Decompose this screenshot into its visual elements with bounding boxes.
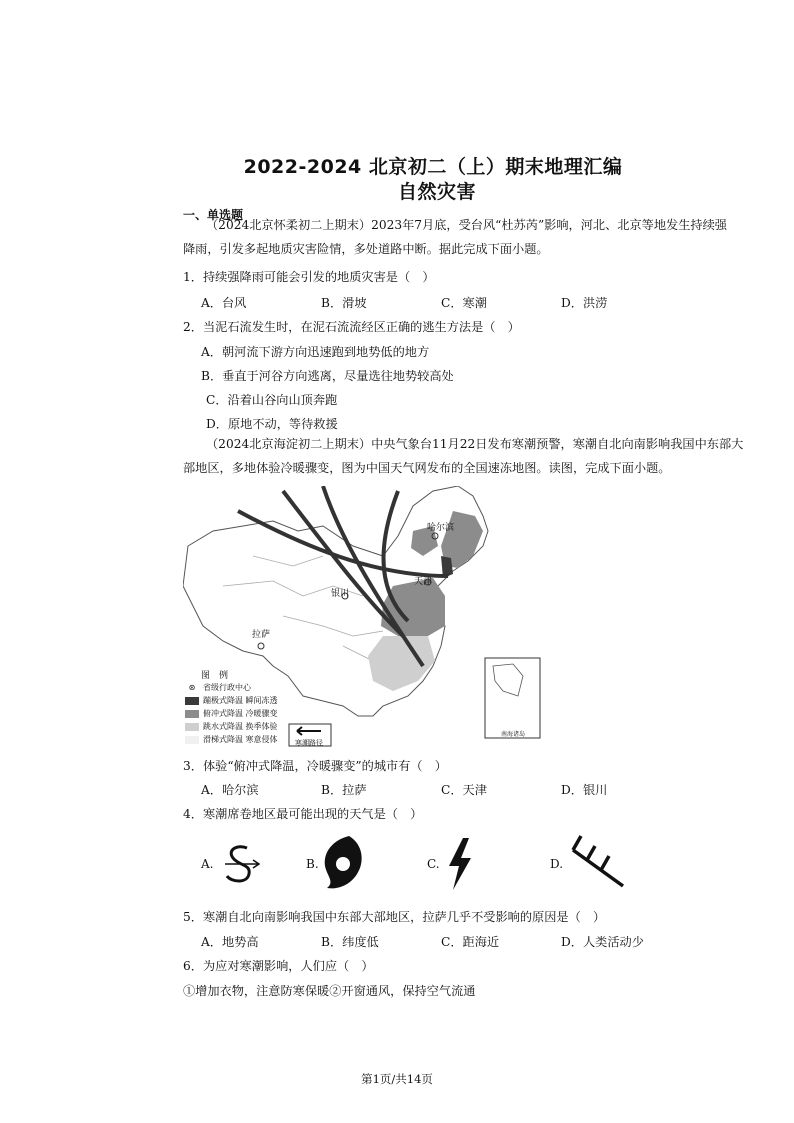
question-4-stem: 4．寒潮席卷地区最可能出现的天气是（ ） xyxy=(183,807,423,821)
question-3-stem: 3．体验“俯冲式降温，冷暖骤变”的城市有（ ） xyxy=(183,759,447,773)
question-4-options xyxy=(201,834,621,894)
document-subtitle: 自然灾害 xyxy=(397,181,476,203)
intro-paragraph-1-line-2: 降雨，引发多起地质灾害险情，多处道路中断。据此完成下面小题。 xyxy=(183,242,549,256)
city-label-yinchuan: 银川 xyxy=(331,589,350,599)
question-1-stem: 1．持续强降雨可能会引发的地质灾害是（ ） xyxy=(183,270,435,284)
map-legend xyxy=(185,668,295,746)
option-b[interactable]: B．纬度低 xyxy=(321,935,379,949)
legend-swatch xyxy=(185,736,199,744)
option-d[interactable]: D．人类活动少 xyxy=(561,935,644,949)
option-c[interactable]: C．寒潮 xyxy=(441,296,487,310)
sandstorm-icon xyxy=(219,840,269,890)
question-6-statements: ①增加衣物，注意防寒保暖②开窗通风，保持空气流通 xyxy=(183,984,476,998)
inset-label: 南海诸岛 xyxy=(501,731,526,738)
legend-item: 滑梯式降温 寒意侵体 xyxy=(185,733,295,746)
option-d[interactable]: D．原地不动，等待救援 xyxy=(206,417,338,431)
question-5-options xyxy=(201,933,681,950)
question-6-stem: 6．为应对寒潮影响，人们应（ ） xyxy=(183,959,374,973)
city-label-harbin: 哈尔滨 xyxy=(427,523,455,533)
option-c[interactable]: C. xyxy=(427,857,440,871)
thunderstorm-icon xyxy=(445,838,475,890)
wind-barb-icon xyxy=(567,834,627,894)
city-label-lhasa: 拉萨 xyxy=(252,630,271,640)
legend-item: 蹦极式降温 瞬间冻透 xyxy=(185,694,295,707)
option-c[interactable]: C．距海近 xyxy=(441,935,500,949)
option-d[interactable]: D．洪涝 xyxy=(561,296,608,310)
document-title: 2022-2024 北京初二（上）期末地理汇编 xyxy=(243,156,623,178)
legend-item: 俯冲式降温 冷暖骤变 xyxy=(185,707,295,720)
legend-swatch xyxy=(185,710,199,718)
intro-paragraph-2-line-1: （2024北京海淀初二上期末）中央气象台11月22日发布寒潮预警，寒潮自北向南影响我国中东部大 xyxy=(206,437,744,451)
option-a[interactable]: A．台风 xyxy=(201,296,247,310)
question-5-stem: 5．寒潮自北向南影响我国中东部大部地区，拉萨几乎不受影响的原因是（ ） xyxy=(183,910,606,924)
legend-swatch xyxy=(185,697,199,705)
question-1-options xyxy=(201,294,681,311)
legend-title: 图 例 xyxy=(201,671,229,681)
intro-paragraph-1-line-1: （2024北京怀柔初二上期末）2023年7月底，受台风“杜苏芮”影响，河北、北京等地发生持续强 xyxy=(206,218,727,232)
legend-item: ⊛ 省级行政中心 xyxy=(185,681,295,694)
option-b[interactable]: B．拉萨 xyxy=(321,783,367,797)
section-heading: 一、单选题 xyxy=(183,208,244,222)
page-footer: 第1页/共14页 xyxy=(361,1072,433,1086)
legend-item: 跳水式降温 换季体验 xyxy=(185,720,295,733)
question-2-stem: 2．当泥石流发生时，在泥石流流经区正确的逃生方法是（ ） xyxy=(183,320,520,334)
option-a[interactable]: A．朝河流下游方向迅速跑到地势低的地方 xyxy=(201,345,430,359)
option-c[interactable]: C．天津 xyxy=(441,783,487,797)
option-a[interactable]: A．哈尔滨 xyxy=(201,783,259,797)
option-a[interactable]: A．地势高 xyxy=(201,935,259,949)
route-legend-label: 寒潮路径 xyxy=(295,739,323,747)
legend-swatch xyxy=(185,723,199,731)
option-d[interactable]: D. xyxy=(550,857,564,871)
capital-marker-icon: ⊛ xyxy=(188,683,196,692)
option-b[interactable]: B．垂直于河谷方向逃离，尽量选往地势较高处 xyxy=(201,369,454,383)
city-label-tianjin: 天津 xyxy=(414,577,433,587)
option-d[interactable]: D．银川 xyxy=(561,783,608,797)
intro-paragraph-2-line-2: 部地区，多地体验冷暖骤变，图为中国天气网发布的全国速冻地图。读图，完成下面小题。 xyxy=(183,461,671,475)
zone-diving-cooling xyxy=(368,636,435,691)
option-c[interactable]: C．沿着山谷向山顶奔跑 xyxy=(206,393,338,407)
option-b[interactable]: B. xyxy=(306,857,319,871)
option-a[interactable]: A. xyxy=(201,857,214,871)
typhoon-icon xyxy=(319,834,369,892)
option-b[interactable]: B．滑坡 xyxy=(321,296,367,310)
cold-wave-map xyxy=(183,486,553,748)
question-3-options xyxy=(201,781,681,798)
